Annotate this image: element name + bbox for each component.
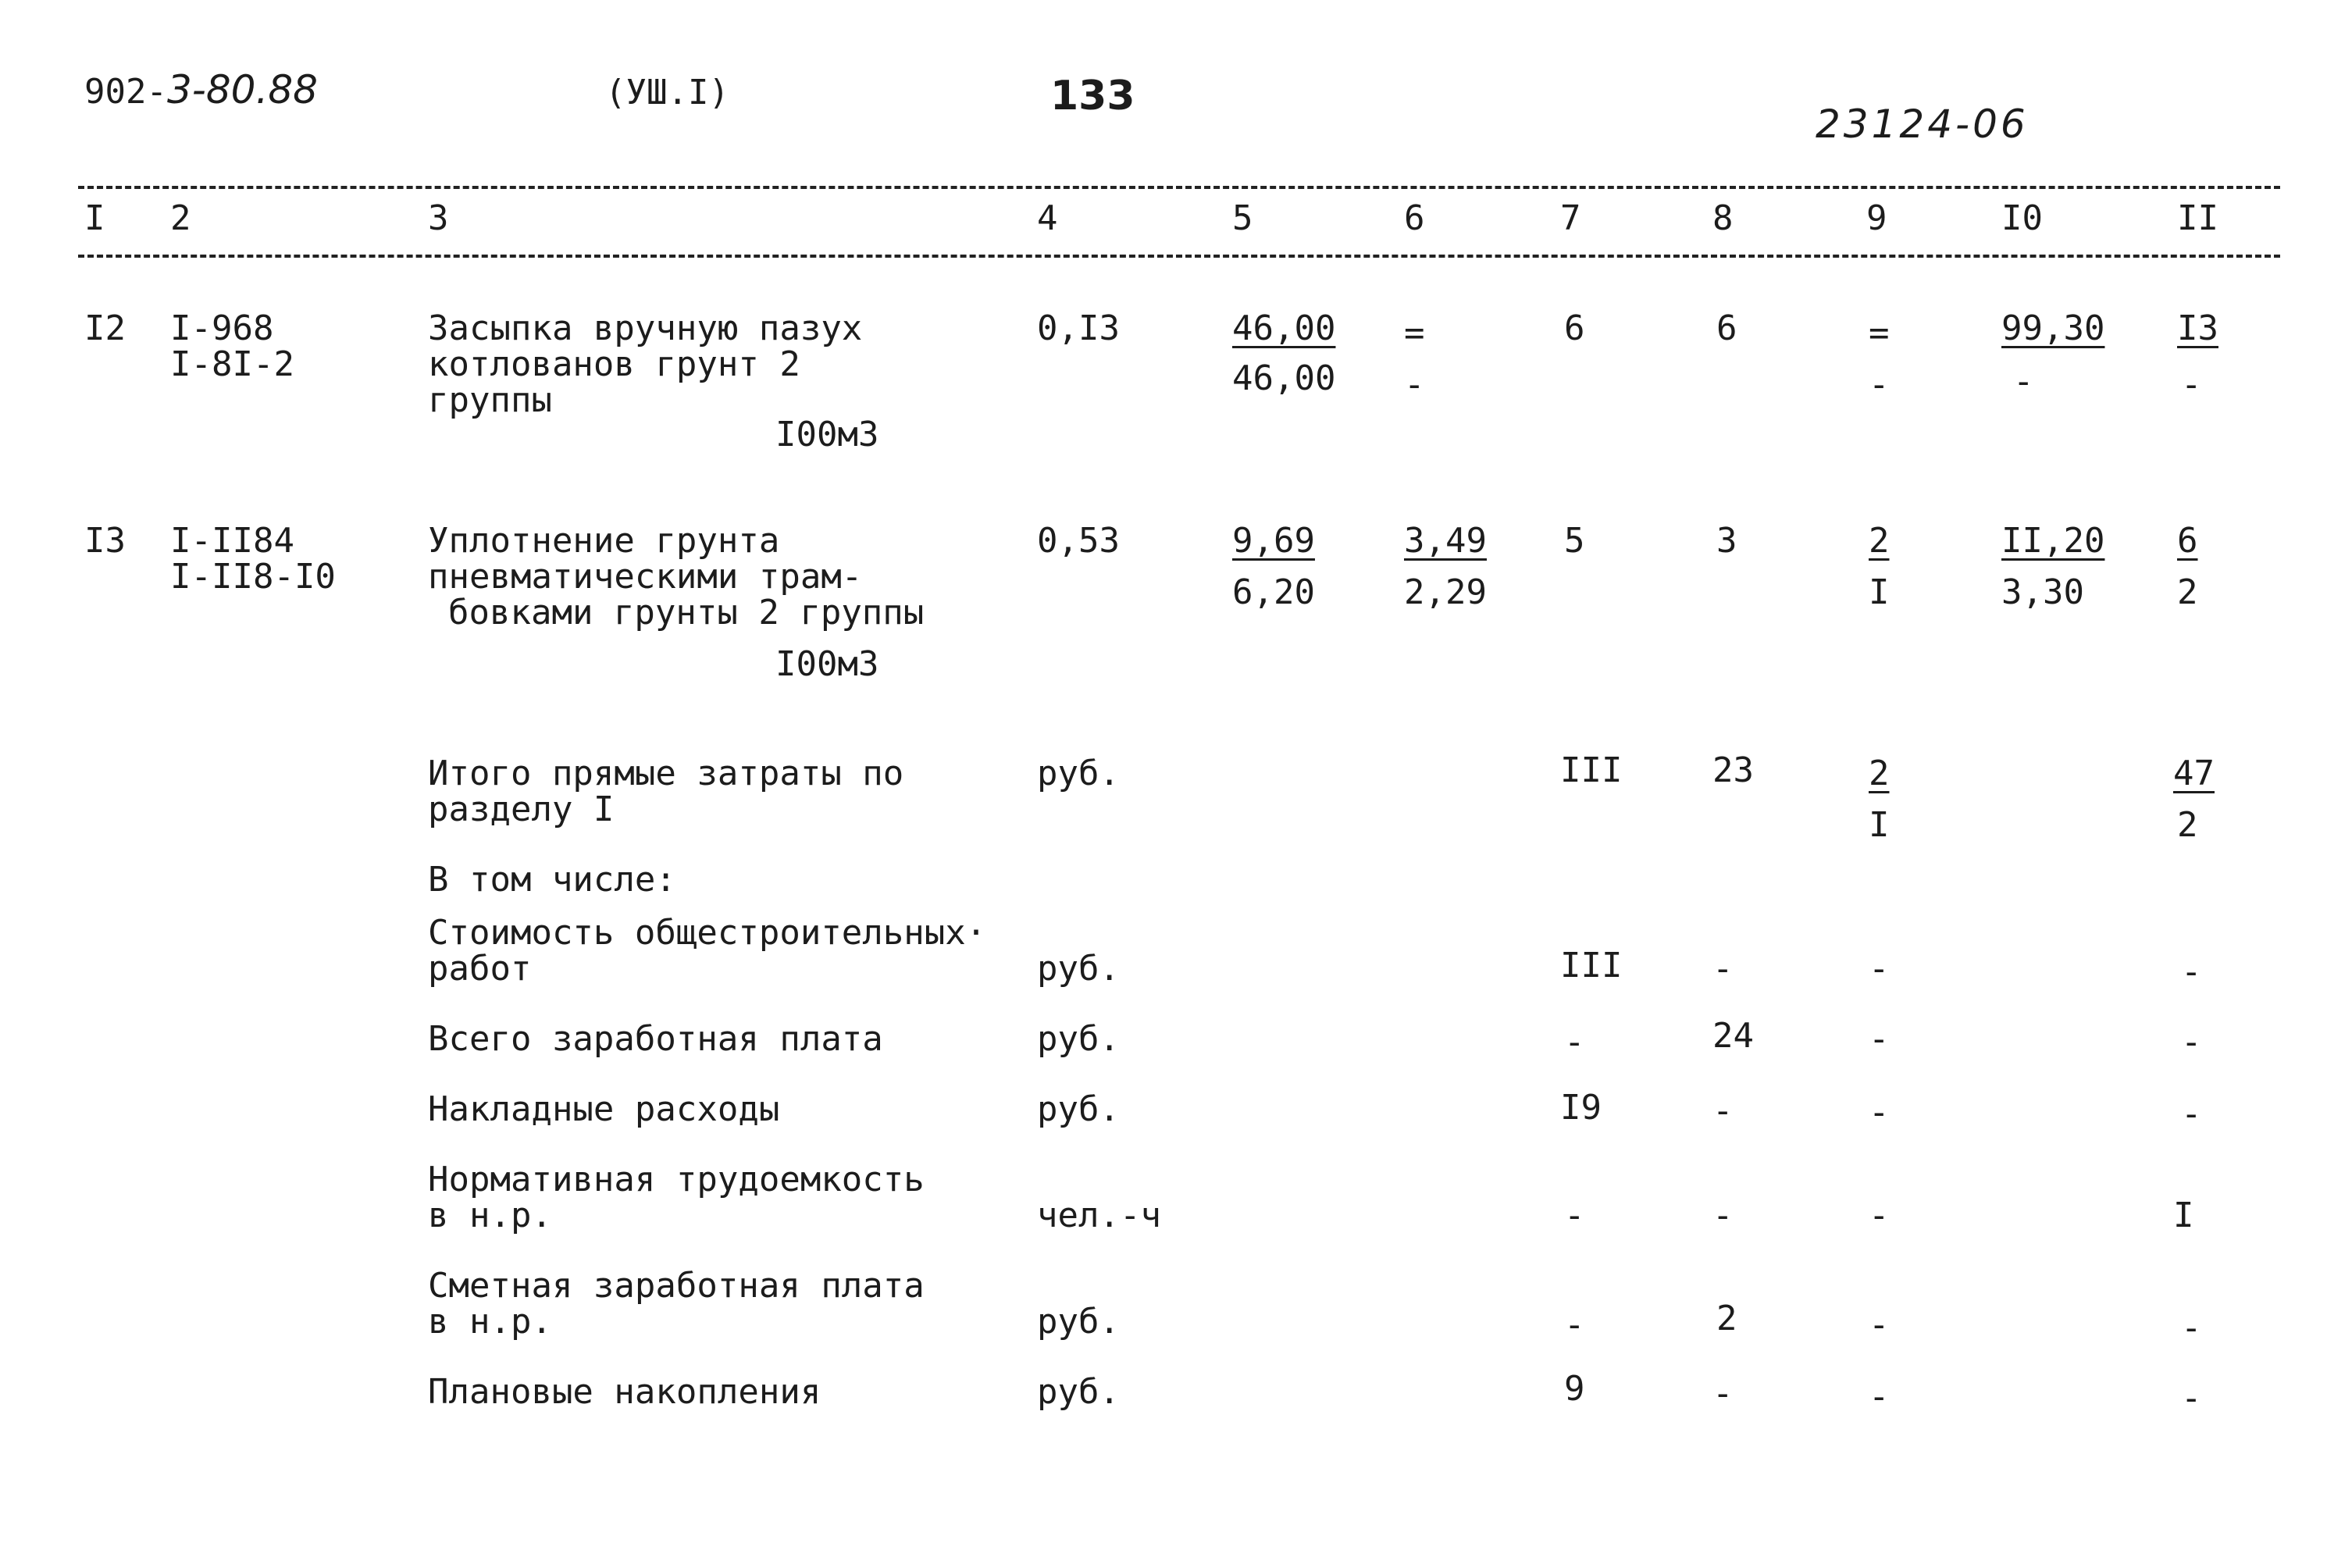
total-label (428, 756, 903, 828)
row-quantity: 0,53 (1037, 521, 1120, 561)
row-quantity: 0,I3 (1037, 308, 1120, 348)
summary-cell-8: 24 (1712, 1016, 1754, 1056)
cell-6-top: 3,49 (1404, 521, 1487, 561)
cell-9-top: 2 (1869, 521, 1890, 561)
description-line: Засыпка вручную пазух (428, 308, 863, 348)
total-cell-11-bottom: 2 (2177, 805, 2198, 845)
summary-cell-11: - (2181, 1094, 2202, 1134)
summary-label-line: в н.р. (428, 1196, 552, 1235)
cell-7: 6 (1564, 308, 1585, 348)
cell-9-bottom: - (1869, 365, 1890, 404)
summary-cell-7: - (1564, 1305, 1585, 1345)
summary-unit: руб. (1037, 1089, 1120, 1129)
total-cell-9-top: 2 (1869, 754, 1890, 793)
cell-7: 5 (1564, 521, 1585, 561)
summary-cell-7: - (1564, 1196, 1585, 1235)
summary-cell-8: - (1712, 1196, 1734, 1235)
summary-cell-9: - (1869, 1377, 1890, 1417)
cell-10-bottom: 3,30 (2001, 572, 2084, 612)
column-header-8: 8 (1712, 198, 1734, 238)
summary-unit: руб. (1037, 1372, 1120, 1412)
summary-label-line: Накладные расходы (428, 1089, 780, 1129)
summary-unit: руб. (1037, 1302, 1120, 1342)
total-cell-8: 23 (1712, 750, 1754, 790)
row-code: I-II8-I0 (170, 557, 336, 597)
column-header-10: I0 (2001, 198, 2043, 238)
summary-cell-11: - (2181, 1308, 2202, 1348)
document-code-handwritten: 3-80.88 (166, 67, 318, 112)
cell-5-top: 46,00 (1232, 308, 1336, 348)
summary-label (428, 1374, 821, 1410)
summary-cell-11: I (2173, 1196, 2194, 1235)
summary-cell-11: - (2181, 1022, 2202, 1062)
summary-unit: руб. (1037, 1019, 1120, 1059)
summary-label (428, 1089, 780, 1129)
page-number: 133 (1050, 73, 1135, 119)
summary-label-line: работ (428, 949, 532, 989)
cell-11-top: 6 (2177, 521, 2198, 561)
cell-9-top: = (1869, 313, 1890, 353)
total-cell-11-top: 47 (2173, 754, 2215, 793)
row-number: I3 (84, 521, 126, 561)
column-header-3: 3 (428, 198, 449, 238)
description-line: котлованов грунт 2 (428, 344, 800, 384)
cell-6-bottom: - (1404, 365, 1425, 404)
summary-label-line: Стоимость общестроительных· (428, 913, 987, 953)
header-bottom-rule (78, 255, 2280, 258)
summary-cell-9: - (1869, 1305, 1890, 1345)
summary-cell-9: - (1869, 1196, 1890, 1235)
cell-8: 6 (1716, 308, 1737, 348)
section-label: (УШ.I) (605, 73, 729, 112)
document-code-printed: 902- (84, 72, 167, 112)
row-code: I-968 (170, 308, 274, 348)
summary-label-line: Нормативная трудоемкость (428, 1160, 925, 1199)
summary-cell-8: - (1712, 1374, 1734, 1413)
cell-5-top: 9,69 (1232, 521, 1315, 561)
row-description (428, 308, 863, 420)
total-unit: руб. (1037, 754, 1120, 793)
summary-cell-9: - (1869, 949, 1890, 989)
summary-label (428, 1021, 883, 1057)
summary-label-line: Всего заработная плата (428, 1019, 883, 1059)
summary-label (428, 1268, 925, 1340)
column-header-1: I (84, 198, 105, 238)
summary-cell-7: III (1560, 946, 1623, 985)
cell-8: 3 (1716, 521, 1737, 561)
summary-unit: чел.-ч (1037, 1196, 1161, 1235)
cell-10-top: 99,30 (2001, 308, 2105, 348)
cell-10-top: II,20 (2001, 521, 2105, 561)
summary-unit: руб. (1037, 949, 1120, 989)
total-cell-9-bottom: I (1869, 805, 1890, 845)
column-header-2: 2 (170, 198, 191, 238)
cell-5-bottom: 46,00 (1232, 358, 1336, 398)
row-code: I-8I-2 (170, 344, 294, 384)
cell-11-bottom: 2 (2177, 572, 2198, 612)
column-header-7: 7 (1560, 198, 1581, 238)
row-unit: I00м3 (775, 644, 879, 684)
in-that-label: В том числе: (428, 860, 676, 900)
cell-10-bottom: - (2013, 362, 2034, 401)
cell-6-top: = (1404, 313, 1425, 353)
summary-cell-7: 9 (1564, 1369, 1585, 1409)
column-header-6: 6 (1404, 198, 1425, 238)
summary-cell-8: - (1712, 1091, 1734, 1131)
description-line: пневматическими трам- (428, 557, 863, 597)
summary-cell-8: - (1712, 949, 1734, 989)
summary-cell-9: - (1869, 1019, 1890, 1059)
row-unit: I00м3 (775, 415, 879, 454)
summary-cell-11: - (2181, 952, 2202, 992)
cell-6-bottom: 2,29 (1404, 572, 1487, 612)
total-cell-7: III (1560, 750, 1623, 790)
column-header-11: II (2177, 198, 2218, 238)
description-line: бовками грунты 2 группы (448, 593, 925, 633)
row-code: I-II84 (170, 521, 294, 561)
total-label-line: разделу I (428, 789, 615, 829)
header-top-rule (78, 186, 2280, 189)
summary-label-line: в н.р. (428, 1302, 552, 1342)
cell-11-bottom: - (2181, 365, 2202, 404)
summary-cell-11: - (2181, 1378, 2202, 1418)
summary-cell-9: - (1869, 1092, 1890, 1132)
summary-label (428, 915, 986, 987)
row-description (428, 523, 924, 631)
document-code (84, 67, 318, 112)
column-header-9: 9 (1866, 198, 1887, 238)
summary-label-line: Плановые накопления (428, 1372, 821, 1412)
row-number: I2 (84, 308, 126, 348)
summary-label (428, 1162, 925, 1234)
summary-cell-7: I9 (1560, 1088, 1602, 1128)
column-header-4: 4 (1037, 198, 1058, 238)
total-label-line: Итого прямые затраты по (428, 754, 904, 793)
summary-cell-8: 2 (1716, 1299, 1737, 1338)
description-line: Уплотнение грунта (428, 521, 780, 561)
summary-cell-7: - (1564, 1022, 1585, 1062)
description-line: группы (428, 380, 552, 420)
cell-5-bottom: 6,20 (1232, 572, 1315, 612)
column-header-5: 5 (1232, 198, 1253, 238)
summary-label-line: Сметная заработная плата (428, 1266, 925, 1306)
cell-9-bottom: I (1869, 572, 1890, 612)
cell-11-top: I3 (2177, 308, 2218, 348)
reference-number: 23124-06 (1816, 102, 2029, 147)
